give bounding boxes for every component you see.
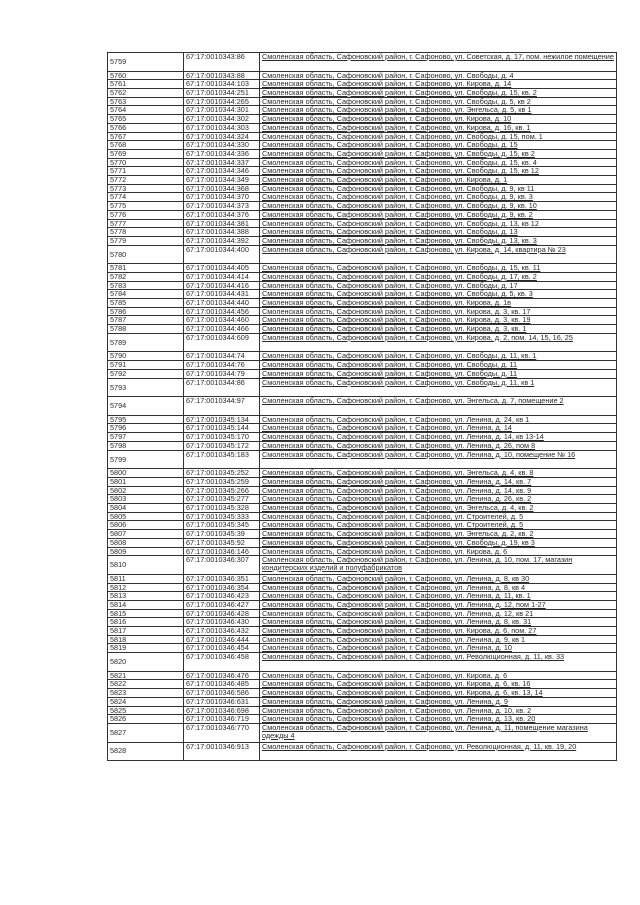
row-number-cell: 5763 (108, 97, 184, 106)
address-cell: Смоленская область, Сафоновский район, г. Сафоново, ул. Ленина, д. 10 (260, 644, 617, 653)
address-cell: Смоленская область, Сафоновский район, г. Сафоново, ул. Ленина, д. 26, кв. 2 (260, 495, 617, 504)
cadastral-number-cell: 67:17:0010345:252 (184, 469, 260, 478)
table-row (108, 245, 617, 264)
row-number-cell: 5823 (108, 689, 184, 698)
row-number-cell: 5804 (108, 503, 184, 512)
cadastral-number-cell: 67:17:0010344:76 (184, 361, 260, 370)
row-number-cell: 5806 (108, 521, 184, 530)
cadastral-number-cell: 67:17:0010343:88 (184, 71, 260, 80)
address-cell: Смоленская область, Сафоновский район, г. Сафоново, ул. Свободы, д. 15, кв 12 (260, 167, 617, 176)
table-row (108, 352, 617, 361)
table-row (108, 228, 617, 237)
address-cell: Смоленская область, Сафоновский район, г. Сафоново, ул. Кирова, д. 6, кв. 16 (260, 680, 617, 689)
address-cell: Смоленская область, Сафоновский район, г. Сафоново, ул. Энгельса, д. 5, кв 1 (260, 106, 617, 115)
cadastral-number-cell: 67:17:0010346:476 (184, 671, 260, 680)
address-cell: Смоленская область, Сафоновский район, г. Сафоново, ул. Ленина, д. 12, кв 21 (260, 609, 617, 618)
cadastral-number-cell: 67:17:0010344:416 (184, 281, 260, 290)
table-row (108, 71, 617, 80)
cadastral-number-cell: 67:17:0010346:698 (184, 706, 260, 715)
row-number-cell: 5813 (108, 592, 184, 601)
address-cell: Смоленская область, Сафоновский район, г. Сафоново, ул. Энгельса, д. 4, кв. 2 (260, 503, 617, 512)
address-cell: Смоленская область, Сафоновский район, г. Сафоново, ул. Свободы, д. 15, кв 2 (260, 149, 617, 158)
table-row (108, 627, 617, 636)
row-number-cell: 5780 (108, 245, 184, 264)
table-row (108, 653, 617, 672)
table-row (108, 592, 617, 601)
address-cell: Смоленская область, Сафоновский район, г. Сафоново, ул. Свободы, д. 13, кв. 3 (260, 236, 617, 245)
row-number-cell: 5812 (108, 583, 184, 592)
address-cell: Смоленская область, Сафоновский район, г. Сафоново, ул. Ленина, д. 9, кв 1 (260, 635, 617, 644)
row-number-cell: 5767 (108, 132, 184, 141)
table-row (108, 723, 617, 742)
address-cell: Смоленская область, Сафоновский район, г. Сафоново, ул. Ленина, д. 14, кв. 7 (260, 477, 617, 486)
row-number-cell: 5826 (108, 715, 184, 724)
row-number-cell: 5775 (108, 202, 184, 211)
table-row (108, 680, 617, 689)
cadastral-number-cell: 67:17:0010345:134 (184, 415, 260, 424)
address-cell: Смоленская область, Сафоновский район, г. Сафоново, ул. Свободы, д. 5, кв. 3 (260, 290, 617, 299)
address-cell: Смоленская область, Сафоновский район, г. Сафоново, ул. Ленина, д. 9 (260, 697, 617, 706)
address-cell: Смоленская область, Сафоновский район, г. Сафоново, ул. Ленина, д. 14, кв. 9 (260, 486, 617, 495)
cadastral-number-cell: 67:17:0010346:351 (184, 574, 260, 583)
row-number-cell: 5761 (108, 80, 184, 89)
table-row (108, 547, 617, 556)
row-number-cell: 5791 (108, 361, 184, 370)
table-row (108, 469, 617, 478)
address-cell: Смоленская область, Сафоновский район, г. Сафоново, ул. Революционная, д. 11, кв. 19, 20 (260, 742, 617, 761)
table-row (108, 635, 617, 644)
cadastral-number-cell: 67:17:0010345:170 (184, 433, 260, 442)
property-table (107, 52, 617, 761)
address-cell: Смоленская область, Сафоновский район, г. Сафоново, ул. Ленина, д. 26, пом 8 (260, 441, 617, 450)
cadastral-number-cell: 67:17:0010346:307 (184, 556, 260, 575)
cadastral-number-cell: 67:17:0010345:333 (184, 512, 260, 521)
address-cell: Смоленская область, Сафоновский район, г. Сафоново, ул. Ленина, д. 13, кв. 20 (260, 715, 617, 724)
row-number-cell: 5778 (108, 228, 184, 237)
row-number-cell: 5792 (108, 369, 184, 378)
table-row (108, 202, 617, 211)
table-row (108, 290, 617, 299)
table-row (108, 671, 617, 680)
cadastral-number-cell: 67:17:0010344:349 (184, 176, 260, 185)
address-cell: Смоленская область, Сафоновский район, г. Сафоново, ул. Свободы, д. 17 (260, 281, 617, 290)
address-cell: Смоленская область, Сафоновский район, г. Сафоново, ул. Кирова, д. 1в (260, 299, 617, 308)
table-row (108, 316, 617, 325)
row-number-cell: 5764 (108, 106, 184, 115)
row-number-cell: 5762 (108, 89, 184, 98)
cadastral-number-cell: 67:17:0010345:328 (184, 503, 260, 512)
row-number-cell: 5771 (108, 167, 184, 176)
cadastral-number-cell: 67:17:0010345:183 (184, 450, 260, 469)
table-row (108, 495, 617, 504)
row-number-cell: 5827 (108, 723, 184, 742)
table-row (108, 184, 617, 193)
row-number-cell: 5805 (108, 512, 184, 521)
table-row (108, 530, 617, 539)
cadastral-number-cell: 67:17:0010346:485 (184, 680, 260, 689)
row-number-cell: 5820 (108, 653, 184, 672)
address-cell: Смоленская область, Сафоновский район, г. Сафоново, ул. Свободы, д. 9, кв. 10 (260, 202, 617, 211)
row-number-cell: 5817 (108, 627, 184, 636)
table-row (108, 503, 617, 512)
table-row (108, 272, 617, 281)
row-number-cell: 5793 (108, 378, 184, 397)
address-cell: Смоленская область, Сафоновский район, г. Сафоново, ул. Свободы, д. 4 (260, 71, 617, 80)
table-row (108, 644, 617, 653)
table-row (108, 378, 617, 397)
table-body (108, 53, 617, 761)
cadastral-number-cell: 67:17:0010344:86 (184, 378, 260, 397)
table-row (108, 193, 617, 202)
cadastral-number-cell: 67:17:0010346:427 (184, 600, 260, 609)
table-row (108, 689, 617, 698)
table-row (108, 281, 617, 290)
cadastral-number-cell: 67:17:0010344:405 (184, 264, 260, 273)
address-cell: Смоленская область, Сафоновский район, г. Сафоново, ул. Ленина, д. 8, кв 30 (260, 574, 617, 583)
address-cell: Смоленская область, Сафоновский район, г. Сафоново, ул. Свободы, д. 17, кв. 2 (260, 272, 617, 281)
address-cell: Смоленская область, Сафоновский район, г. Сафоново, ул. Свободы, д. 5, кв 2 (260, 97, 617, 106)
address-cell: Смоленская область, Сафоновский район, г. Сафоново, ул. Ленина, д. 11, помещение магазина одежды 4 (260, 723, 617, 742)
row-number-cell: 5785 (108, 299, 184, 308)
cadastral-number-cell: 67:17:0010346:432 (184, 627, 260, 636)
address-cell: Смоленская область, Сафоновский район, г. Сафоново, ул. Ленина, д. 11, кв. 1 (260, 592, 617, 601)
cadastral-number-cell: 67:17:0010344:392 (184, 236, 260, 245)
table-row (108, 167, 617, 176)
table-row (108, 715, 617, 724)
cadastral-number-cell: 67:17:0010344:400 (184, 245, 260, 264)
address-cell: Смоленская область, Сафоновский район, г. Сафоново, ул. Энгельса, д. 4, кв. 8 (260, 469, 617, 478)
address-cell: Смоленская область, Сафоновский район, г. Сафоново, ул. Революционная, д. 11, кв. 33 (260, 653, 617, 672)
row-number-cell: 5828 (108, 742, 184, 761)
cadastral-number-cell: 67:17:0010344:79 (184, 369, 260, 378)
cadastral-number-cell: 67:17:0010343:86 (184, 53, 260, 72)
cadastral-number-cell: 67:17:0010346:586 (184, 689, 260, 698)
cadastral-number-cell: 67:17:0010344:302 (184, 115, 260, 124)
row-number-cell: 5814 (108, 600, 184, 609)
row-number-cell: 5811 (108, 574, 184, 583)
address-cell: Смоленская область, Сафоновский район, г. Сафоново, ул. Ленина, д. 12, пом 1-27 (260, 600, 617, 609)
address-cell: Смоленская область, Сафоновский район, г. Сафоново, ул. Энгельса, д. 7, помещение 2 (260, 397, 617, 416)
cadastral-number-cell: 67:17:0010344:330 (184, 141, 260, 150)
address-cell: Смоленская область, Сафоновский район, г. Сафоново, ул. Свободы, д. 9, кв 11 (260, 184, 617, 193)
row-number-cell: 5816 (108, 618, 184, 627)
row-number-cell: 5760 (108, 71, 184, 80)
row-number-cell: 5798 (108, 441, 184, 450)
table-row (108, 697, 617, 706)
address-cell: Смоленская область, Сафоновский район, г. Сафоново, ул. Кирова, д. 2, пом. 14, 15, 16, 25 (260, 333, 617, 352)
address-cell: Смоленская область, Сафоновский район, г. Сафоново, ул. Кирова, д. 14, квартира № 23 (260, 245, 617, 264)
address-cell: Смоленская область, Сафоновский район, г. Сафоново, ул. Кирова, д. 14 (260, 80, 617, 89)
address-cell: Смоленская область, Сафоновский район, г. Сафоново, ул. Свободы, д. 19, кв 3 (260, 538, 617, 547)
row-number-cell: 5821 (108, 671, 184, 680)
row-number-cell: 5784 (108, 290, 184, 299)
cadastral-number-cell: 67:17:0010345:144 (184, 424, 260, 433)
row-number-cell: 5815 (108, 609, 184, 618)
row-number-cell: 5799 (108, 450, 184, 469)
address-cell: Смоленская область, Сафоновский район, г. Сафоново, ул. Строителей, д. 5 (260, 512, 617, 521)
table-row (108, 618, 617, 627)
cadastral-number-cell: 67:17:0010344:103 (184, 80, 260, 89)
table-row (108, 299, 617, 308)
table-row (108, 307, 617, 316)
table-row (108, 538, 617, 547)
table-row (108, 264, 617, 273)
address-cell: Смоленская область, Сафоновский район, г. Сафоново, ул. Свободы, д. 11, кв 1 (260, 378, 617, 397)
address-cell: Смоленская область, Сафоновский район, г. Сафоново, ул. Ленина, д. 14 (260, 424, 617, 433)
row-number-cell: 5803 (108, 495, 184, 504)
cadastral-number-cell: 67:17:0010344:337 (184, 158, 260, 167)
row-number-cell: 5787 (108, 316, 184, 325)
row-number-cell: 5801 (108, 477, 184, 486)
cadastral-number-cell: 67:17:0010344:609 (184, 333, 260, 352)
cadastral-number-cell: 67:17:0010344:301 (184, 106, 260, 115)
address-cell: Смоленская область, Сафоновский район, г. Сафоново, ул. Кирова, д. 10 (260, 115, 617, 124)
row-number-cell: 5800 (108, 469, 184, 478)
table-row (108, 600, 617, 609)
table-row (108, 415, 617, 424)
address-cell: Смоленская область, Сафоновский район, г. Сафоново, ул. Советская, д. 17, пом. нежилое помещение (260, 53, 617, 72)
table-row (108, 397, 617, 416)
table-row (108, 574, 617, 583)
row-number-cell: 5822 (108, 680, 184, 689)
table-row (108, 706, 617, 715)
table-row (108, 210, 617, 219)
row-number-cell: 5802 (108, 486, 184, 495)
address-cell: Смоленская область, Сафоновский район, г. Сафоново, ул. Кирова, д. 3, кв. 19 (260, 316, 617, 325)
row-number-cell: 5765 (108, 115, 184, 124)
address-cell: Смоленская область, Сафоновский район, г. Сафоново, ул. Кирова, д. 16, кв. 1 (260, 123, 617, 132)
table-row (108, 450, 617, 469)
address-cell: Смоленская область, Сафоновский район, г. Сафоново, ул. Строителей, д. 5 (260, 521, 617, 530)
table-row (108, 433, 617, 442)
address-cell: Смоленская область, Сафоновский район, г. Сафоново, ул. Кирова, д. 3, кв. 17 (260, 307, 617, 316)
cadastral-number-cell: 67:17:0010345:345 (184, 521, 260, 530)
row-number-cell: 5794 (108, 397, 184, 416)
table-row (108, 441, 617, 450)
address-cell: Смоленская область, Сафоновский район, г. Сафоново, ул. Свободы, д. 9, кв. 3 (260, 193, 617, 202)
address-cell: Смоленская область, Сафоновский район, г. Сафоново, ул. Энгельса, д. 2, кв. 2 (260, 530, 617, 539)
table-row (108, 97, 617, 106)
cadastral-number-cell: 67:17:0010344:456 (184, 307, 260, 316)
table-row (108, 361, 617, 370)
table-row (108, 424, 617, 433)
cadastral-number-cell: 67:17:0010346:458 (184, 653, 260, 672)
cadastral-number-cell: 67:17:0010344:324 (184, 132, 260, 141)
row-number-cell: 5766 (108, 123, 184, 132)
cadastral-number-cell: 67:17:0010344:381 (184, 219, 260, 228)
cadastral-number-cell: 67:17:0010344:376 (184, 210, 260, 219)
cadastral-number-cell: 67:17:0010346:354 (184, 583, 260, 592)
row-number-cell: 5797 (108, 433, 184, 442)
row-number-cell: 5796 (108, 424, 184, 433)
row-number-cell: 5789 (108, 333, 184, 352)
row-number-cell: 5810 (108, 556, 184, 575)
cadastral-number-cell: 67:17:0010344:303 (184, 123, 260, 132)
row-number-cell: 5783 (108, 281, 184, 290)
address-cell: Смоленская область, Сафоновский район, г. Сафоново, ул. Свободы, д. 15, кв. 2 (260, 89, 617, 98)
table-row (108, 149, 617, 158)
table-row (108, 115, 617, 124)
row-number-cell: 5768 (108, 141, 184, 150)
cadastral-number-cell: 67:17:0010346:454 (184, 644, 260, 653)
cadastral-number-cell: 67:17:0010345:259 (184, 477, 260, 486)
cadastral-number-cell: 67:17:0010346:913 (184, 742, 260, 761)
row-number-cell: 5790 (108, 352, 184, 361)
row-number-cell: 5781 (108, 264, 184, 273)
cadastral-number-cell: 67:17:0010346:719 (184, 715, 260, 724)
address-cell: Смоленская область, Сафоновский район, г. Сафоново, ул. Кирова, д. 6, кв. 13, 14 (260, 689, 617, 698)
address-cell: Смоленская область, Сафоновский район, г. Сафоново, ул. Кирова, д. 6 (260, 671, 617, 680)
row-number-cell: 5808 (108, 538, 184, 547)
address-cell: Смоленская область, Сафоновский район, г. Сафоново, ул. Свободы, д. 15, кв. 11 (260, 264, 617, 273)
address-cell: Смоленская область, Сафоновский район, г. Сафоново, ул. Свободы, д. 11 (260, 361, 617, 370)
row-number-cell: 5769 (108, 149, 184, 158)
cadastral-number-cell: 67:17:0010344:440 (184, 299, 260, 308)
table-row (108, 132, 617, 141)
cadastral-number-cell: 67:17:0010346:423 (184, 592, 260, 601)
table-row (108, 53, 617, 72)
cadastral-number-cell: 67:17:0010344:97 (184, 397, 260, 416)
cadastral-number-cell: 67:17:0010345:172 (184, 441, 260, 450)
address-cell: Смоленская область, Сафоновский район, г. Сафоново, ул. Кирова, д. 6, пом. 27 (260, 627, 617, 636)
address-cell: Смоленская область, Сафоновский район, г. Сафоново, ул. Свободы, д. 13, кв 12 (260, 219, 617, 228)
table-row (108, 325, 617, 334)
table-row (108, 512, 617, 521)
table-row (108, 176, 617, 185)
row-number-cell: 5774 (108, 193, 184, 202)
table-row (108, 158, 617, 167)
cadastral-number-cell: 67:17:0010344:368 (184, 184, 260, 193)
cadastral-number-cell: 67:17:0010344:265 (184, 97, 260, 106)
row-number-cell: 5819 (108, 644, 184, 653)
cadastral-number-cell: 67:17:0010346:444 (184, 635, 260, 644)
cadastral-number-cell: 67:17:0010346:146 (184, 547, 260, 556)
row-number-cell: 5807 (108, 530, 184, 539)
table-row (108, 333, 617, 352)
row-number-cell: 5795 (108, 415, 184, 424)
table-row (108, 742, 617, 761)
cadastral-number-cell: 67:17:0010344:346 (184, 167, 260, 176)
row-number-cell: 5786 (108, 307, 184, 316)
cadastral-number-cell: 67:17:0010345:92 (184, 538, 260, 547)
cadastral-number-cell: 67:17:0010344:388 (184, 228, 260, 237)
cadastral-number-cell: 67:17:0010344:74 (184, 352, 260, 361)
address-cell: Смоленская область, Сафоновский район, г. Сафоново, ул. Свободы, д. 15, пом. 1 (260, 132, 617, 141)
table-row (108, 123, 617, 132)
row-number-cell: 5770 (108, 158, 184, 167)
cadastral-number-cell: 67:17:0010344:431 (184, 290, 260, 299)
address-cell: Смоленская область, Сафоновский район, г. Сафоново, ул. Кирова, д. 6 (260, 547, 617, 556)
table-row (108, 369, 617, 378)
address-cell: Смоленская область, Сафоновский район, г. Сафоново, ул. Ленина, д. 10, кв. 2 (260, 706, 617, 715)
cadastral-number-cell: 67:17:0010344:373 (184, 202, 260, 211)
table-row (108, 521, 617, 530)
table-row (108, 556, 617, 575)
table-row (108, 477, 617, 486)
row-number-cell: 5777 (108, 219, 184, 228)
address-cell: Смоленская область, Сафоновский район, г. Сафоново, ул. Свободы, д. 11 (260, 369, 617, 378)
address-cell: Смоленская область, Сафоновский район, г. Сафоново, ул. Кирова, д. 1 (260, 176, 617, 185)
cadastral-number-cell: 67:17:0010346:430 (184, 618, 260, 627)
row-number-cell: 5779 (108, 236, 184, 245)
cadastral-number-cell: 67:17:0010346:631 (184, 697, 260, 706)
address-cell: Смоленская область, Сафоновский район, г. Сафоново, ул. Ленина, д. 8, кв. 31 (260, 618, 617, 627)
address-cell: Смоленская область, Сафоновский район, г. Сафоново, ул. Кирова, д. 3, кв. 1 (260, 325, 617, 334)
table-row (108, 609, 617, 618)
address-cell: Смоленская область, Сафоновский район, г. Сафоново, ул. Ленина, д. 10, пом. 17, магазин кондитерских изделий и полуфабрикатов (260, 556, 617, 575)
row-number-cell: 5759 (108, 53, 184, 72)
cadastral-number-cell: 67:17:0010344:414 (184, 272, 260, 281)
cadastral-number-cell: 67:17:0010344:466 (184, 325, 260, 334)
address-cell: Смоленская область, Сафоновский район, г. Сафоново, ул. Ленина, д. 10, помещение № 16 (260, 450, 617, 469)
cadastral-number-cell: 67:17:0010346:428 (184, 609, 260, 618)
cadastral-number-cell: 67:17:0010344:370 (184, 193, 260, 202)
address-cell: Смоленская область, Сафоновский район, г. Сафоново, ул. Свободы, д. 15, кв. 4 (260, 158, 617, 167)
row-number-cell: 5788 (108, 325, 184, 334)
table-row (108, 80, 617, 89)
table-row (108, 583, 617, 592)
cadastral-number-cell: 67:17:0010344:251 (184, 89, 260, 98)
row-number-cell: 5825 (108, 706, 184, 715)
cadastral-number-cell: 67:17:0010345:266 (184, 486, 260, 495)
cadastral-number-cell: 67:17:0010344:460 (184, 316, 260, 325)
row-number-cell: 5824 (108, 697, 184, 706)
cadastral-number-cell: 67:17:0010345:39 (184, 530, 260, 539)
row-number-cell: 5776 (108, 210, 184, 219)
address-cell: Смоленская область, Сафоновский район, г. Сафоново, ул. Свободы, д. 9, кв. 2 (260, 210, 617, 219)
table-row (108, 141, 617, 150)
cadastral-number-cell: 67:17:0010344:336 (184, 149, 260, 158)
table-row (108, 219, 617, 228)
address-cell: Смоленская область, Сафоновский район, г. Сафоново, ул. Свободы, д. 13 (260, 228, 617, 237)
cadastral-number-cell: 67:17:0010345:277 (184, 495, 260, 504)
table-row (108, 106, 617, 115)
row-number-cell: 5809 (108, 547, 184, 556)
table-row (108, 486, 617, 495)
address-cell: Смоленская область, Сафоновский район, г. Сафоново, ул. Ленина, д. 14, кв 13-14 (260, 433, 617, 442)
address-cell: Смоленская область, Сафоновский район, г. Сафоново, ул. Свободы, д. 11, кв. 1 (260, 352, 617, 361)
address-cell: Смоленская область, Сафоновский район, г. Сафоново, ул. Ленина, д. 24, кв 1 (260, 415, 617, 424)
row-number-cell: 5773 (108, 184, 184, 193)
table-row (108, 89, 617, 98)
table-row (108, 236, 617, 245)
address-cell: Смоленская область, Сафоновский район, г. Сафоново, ул. Ленина, д. 8, кв 4 (260, 583, 617, 592)
cadastral-number-cell: 67:17:0010346:770 (184, 723, 260, 742)
address-cell: Смоленская область, Сафоновский район, г. Сафоново, ул. Свободы, д. 15 (260, 141, 617, 150)
row-number-cell: 5818 (108, 635, 184, 644)
row-number-cell: 5772 (108, 176, 184, 185)
row-number-cell: 5782 (108, 272, 184, 281)
